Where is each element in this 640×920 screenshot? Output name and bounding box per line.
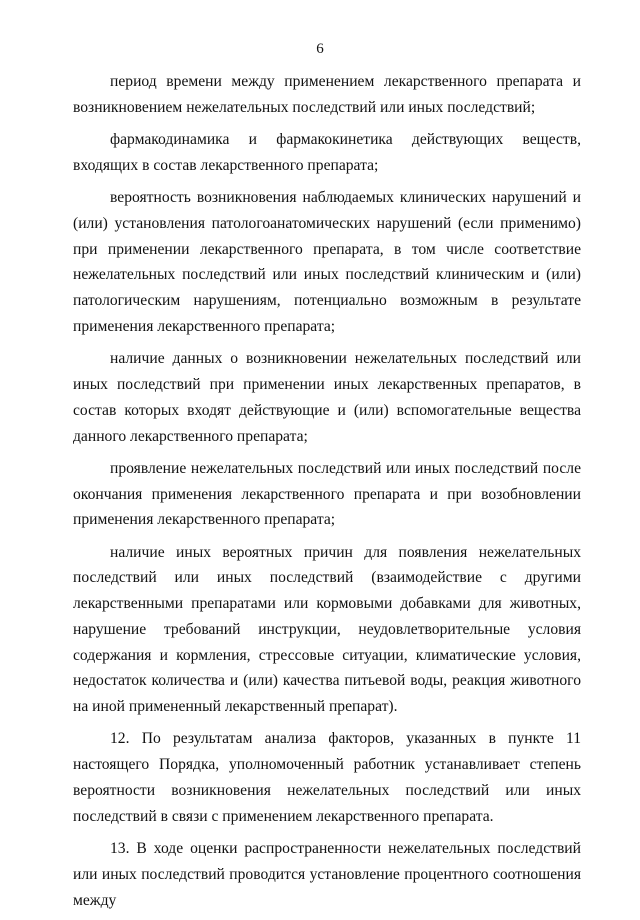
- paragraph-manifestation-after-use: проявление нежелательных последствий или иных последствий после окончания применения лекарственного препарата и при возобновлении применения лекарственного препарата;: [73, 459, 581, 529]
- paragraph-pharmacodynamics: фармакодинамика и фармакокинетика действующих веществ, входящих в состав лекарственного препарата;: [73, 130, 581, 174]
- paragraph-clause-12: 12. По результатам анализа факторов, указанных в пункте 11 настоящего Порядка, уполномоченный работник устанавливает степень вероятности возникновения нежелательных последствий или иных последствий в связи с применением лекарственного препарата.: [73, 730, 581, 825]
- page-number: 6: [316, 41, 324, 57]
- paragraph-clause-13: 13. В ходе оценки распространенности нежелательных последствий или иных последствий проводится установление процентного соотношения между: [73, 840, 581, 909]
- paragraph-data-other-drugs: наличие данных о возникновении нежелательных последствий или иных последствий при применении иных лекарственных препаратов, в состав которых входят действующие и (или) вспомогательные вещества данного лекарственного препарата;: [73, 350, 581, 445]
- paragraph-probability-clinical-disorders: вероятность возникновения наблюдаемых клинических нарушений и (или) установления патологоанатомических нарушений (если применимо) при применении лекарственного препарата, в том числе соответствие нежелательных последствий или иных последствий клиническим и (или) патологическим нарушениям, потенциально возможным в результате применения лекарственного препарата;: [73, 188, 581, 335]
- paragraph-time-interval: период времени между применением лекарственного препарата и возникновением нежелательных последствий или иных последствий;: [73, 73, 581, 116]
- paragraph-other-causes: наличие иных вероятных причин для появления нежелательных последствий или иных последствий (взаимодействие с другими лекарственными препаратами или кормовыми добавками для животных, нарушение требований инструкции, неудовлетворительные условия содержания и кормления, стрессовые ситуации, климатические условия, недостаток количества и (или) качества питьевой воды, реакция животного на иной примененный лекарственный препарат).: [73, 543, 581, 716]
- document-body: [73, 69, 581, 920]
